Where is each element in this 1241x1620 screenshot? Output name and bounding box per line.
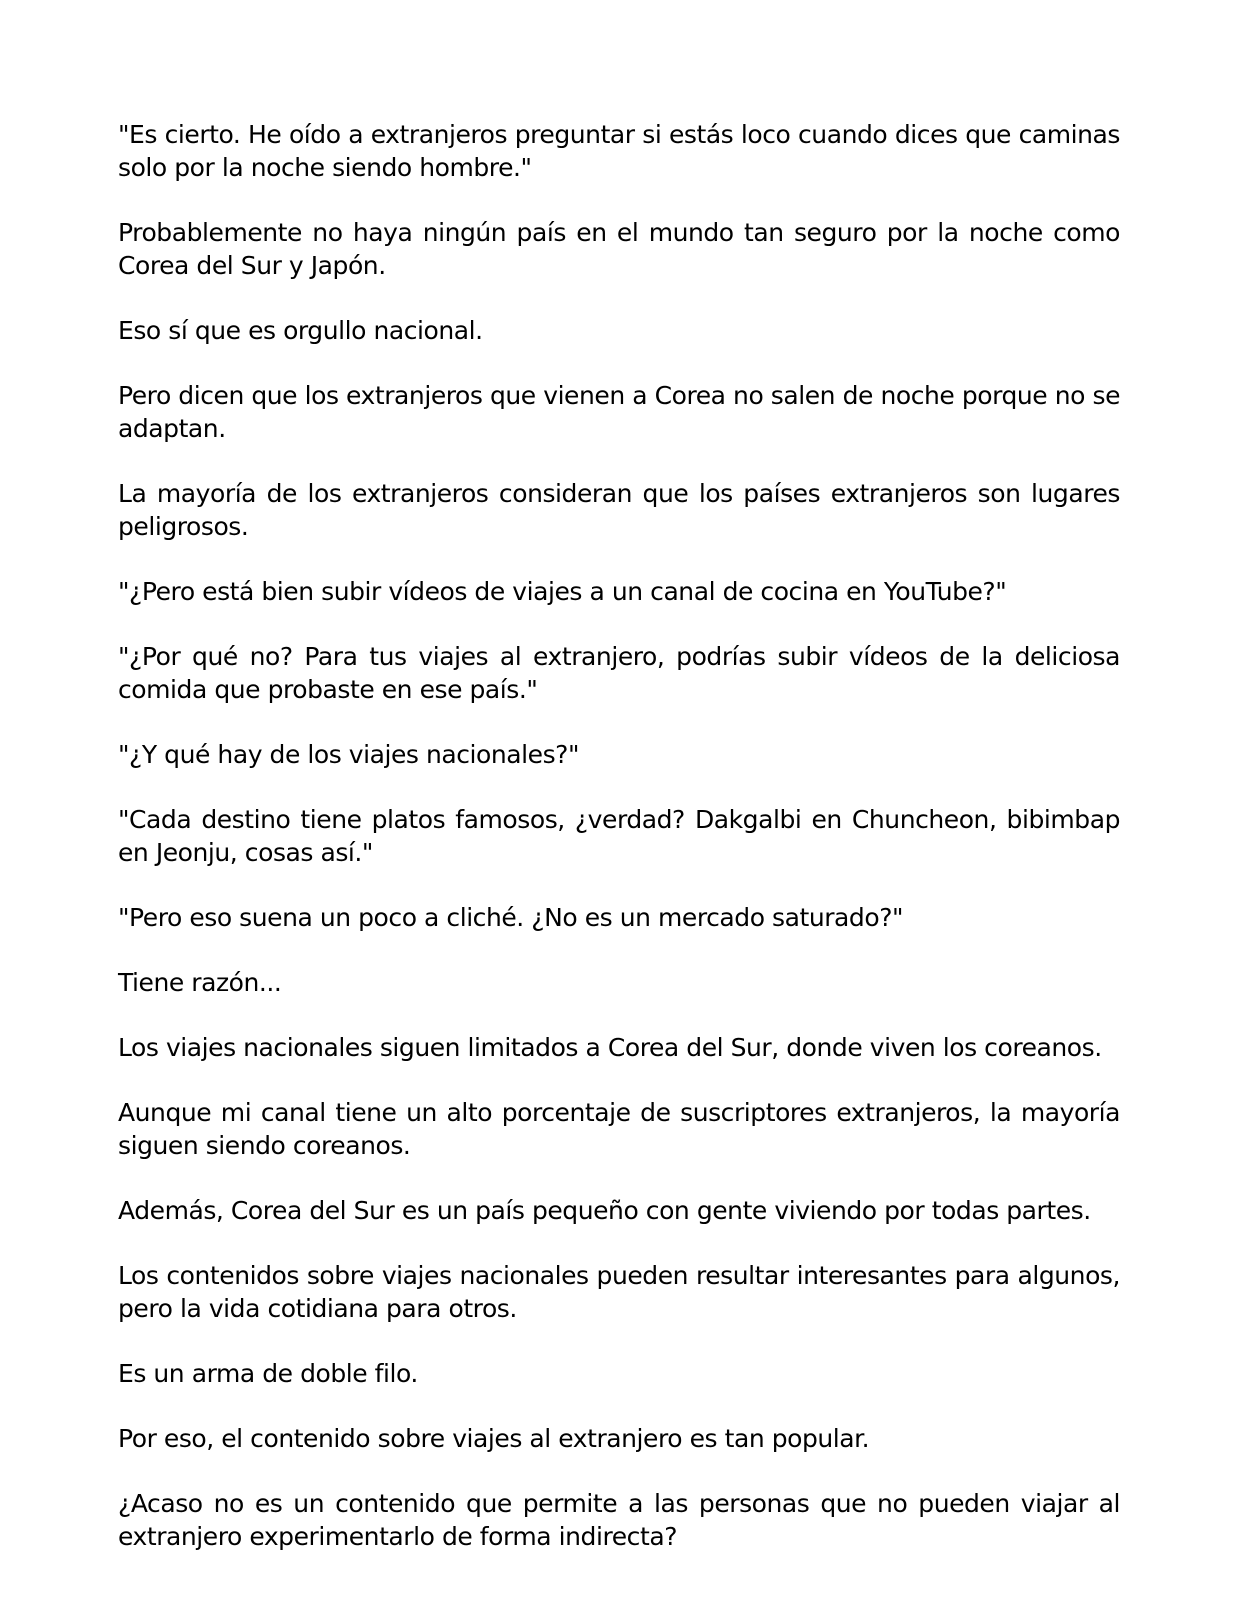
paragraph: Los contenidos sobre viajes nacionales pueden resultar interesantes para algunos, pero la vida cotidiana para otros. — [118, 1261, 1120, 1323]
paragraph: "Es cierto. He oído a extranjeros preguntar si estás loco cuando dices que caminas solo por la noche siendo hombre." — [118, 120, 1120, 182]
paragraph: "Pero eso suena un poco a cliché. ¿No es un mercado saturado?" — [118, 903, 904, 932]
paragraph: "¿Por qué no? Para tus viajes al extranjero, podrías subir vídeos de la deliciosa comida que probaste en ese país." — [118, 642, 1120, 704]
paragraph: "Cada destino tiene platos famosos, ¿verdad? Dakgalbi en Chuncheon, bibimbap en Jeonju, cosas así." — [118, 805, 1120, 867]
paragraph: Es un arma de doble filo. — [118, 1359, 418, 1388]
paragraph: Tiene razón... — [118, 968, 282, 997]
paragraph: Además, Corea del Sur es un país pequeño con gente viviendo por todas partes. — [118, 1196, 1091, 1225]
paragraph: ¿Acaso no es un contenido que permite a las personas que no pueden viajar al extranjero experimentarlo de forma indirecta? — [118, 1489, 1120, 1551]
paragraph: "¿Pero está bien subir vídeos de viajes a un canal de cocina en YouTube?" — [118, 577, 1007, 606]
paragraph: "¿Y qué hay de los viajes nacionales?" — [118, 740, 580, 769]
paragraph: Eso sí que es orgullo nacional. — [118, 316, 483, 345]
paragraph: Aunque mi canal tiene un alto porcentaje de suscriptores extranjeros, la mayoría siguen siendo coreanos. — [118, 1098, 1120, 1160]
paragraph: Por eso, el contenido sobre viajes al extranjero es tan popular. — [118, 1424, 870, 1453]
paragraph: Probablemente no haya ningún país en el mundo tan seguro por la noche como Corea del Sur y Japón. — [118, 218, 1120, 280]
paragraph: Pero dicen que los extranjeros que vienen a Corea no salen de noche porque no se adaptan. — [118, 381, 1120, 443]
paragraph: La mayoría de los extranjeros consideran que los países extranjeros son lugares peligrosos. — [118, 479, 1120, 541]
paragraph: Los viajes nacionales siguen limitados a Corea del Sur, donde viven los coreanos. — [118, 1033, 1102, 1062]
